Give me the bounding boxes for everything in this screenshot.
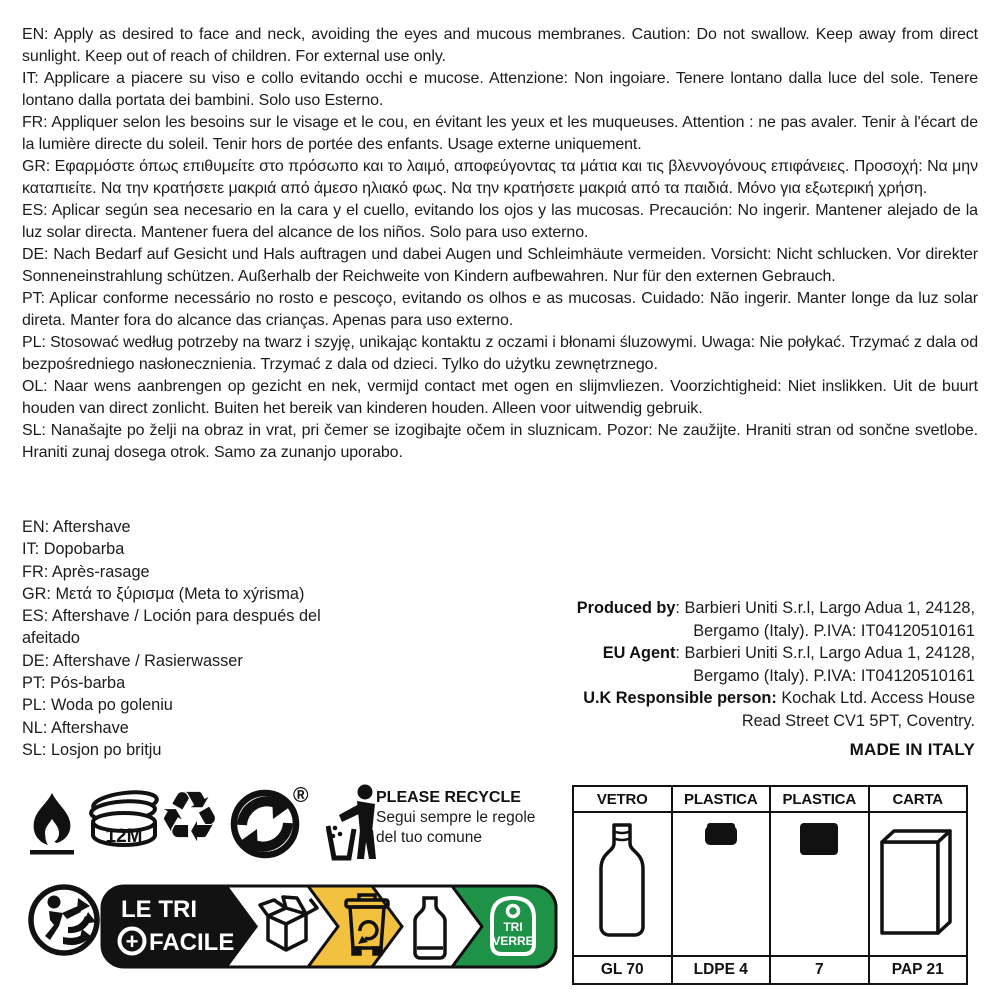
band-title-top: LE TRI: [121, 896, 197, 923]
band-title-bottom: FACILE: [149, 929, 235, 956]
plastic-cap-square-cell: [770, 812, 869, 956]
produced-by-line2: Bergamo (Italy). P.IVA: IT04120510161: [693, 621, 975, 640]
usage-pt: PT: Aplicar conforme necessário no rosto e pescoço, evitando os olhos e as mucosas. Cuidado: Não ingerir. Manter longe da luz solar direta. Manter fora do alcance das crianças. Apenas para uso externo.: [22, 290, 978, 329]
name-gr: GR: Μετά το ξύρισμα (Meta to xýrisma): [22, 584, 305, 603]
carton-box-cell: [869, 812, 968, 956]
material-header-carta: CARTA: [869, 786, 968, 812]
recycle-mobius-icon: ♻: [158, 776, 221, 858]
uk-responsible-line: U.K Responsible person: Kochak Ltd. Access House: [583, 689, 975, 708]
tidy-man-icon: [326, 784, 382, 862]
eu-agent-line: EU Agent: Barbieri Uniti S.r.l, Largo Adua 1, 24128,: [602, 644, 975, 663]
period-after-opening-icon: [84, 788, 164, 856]
usage-gr: GR: Εφαρμόστε όπως επιθυμείτε στο πρόσωπο και το λαιμό, αποφεύγοντας τα μάτια και τις βλεννογόνους επιφάνειες. Προσοχή: Να μην καταπιείτε. Να την κρατήσετε μακριά από άμεσο ηλιακό φως. Να την κρατήσετε μακριά από τα παιδιά. Μόνο για εξωτερική χρήση.: [22, 158, 978, 197]
tri-verre-top: TRI: [503, 920, 523, 934]
name-es: ES: Aftershave / Loción para después del afeitado: [22, 607, 321, 648]
usage-sl: SL: Nanašajte po želji na obraz in vrat, pri čemer se izogibajte očem in sluznicam. Pozor: Ne zaužijte. Hraniti stran od sončne svetlobe. Hraniti zunaj dosega otrok. Samo za zunanjo uporabo.: [22, 422, 978, 461]
glass-bottle-cell: [573, 812, 672, 956]
please-recycle-line1: Segui sempre le regole: [376, 809, 536, 826]
materials-code-row: [573, 956, 967, 984]
sorting-band: [100, 884, 558, 969]
material-code-ldpe4: LDPE 4: [672, 956, 771, 984]
name-fr: FR: Après-rasage: [22, 562, 150, 581]
name-it: IT: Dopobarba: [22, 540, 125, 559]
made-in-italy-text: MADE IN ITALY: [849, 740, 975, 759]
usage-pl: PL: Stosować według potrzeby na twarz i szyję, unikając kontaktu z oczami i błonami śluzowymi. Uwaga: Nie połykać. Trzymać z dala od bezpośredniego nasłonecznienia. Trzymać z dala od dzieci. Tylko do użytku zewnętrznego.: [22, 334, 978, 373]
flammable-icon: [26, 791, 78, 859]
material-code-gl70: GL 70: [573, 956, 672, 984]
carton-box-icon: [878, 825, 958, 939]
eu-agent-line2: Bergamo (Italy). P.IVA: IT04120510161: [693, 666, 975, 685]
product-name-translations: [22, 516, 367, 761]
name-sl: SL: Losjon po britju: [22, 740, 162, 759]
name-nl: NL: Aftershave: [22, 718, 129, 737]
plastic-cap-icon: [704, 823, 738, 847]
material-header-vetro: VETRO: [573, 786, 672, 812]
materials-icon-row: [573, 812, 967, 956]
materials-header-row: [573, 786, 967, 812]
registered-trademark-symbol: ®: [293, 784, 309, 807]
usage-fr: FR: Appliquer selon les besoins sur le visage et le cou, en évitant les yeux et les muqueuses. Attention : ne pas avaler. Tenir à l'écart de la lumière directe du soleil. Tenir hors de portée des enfants. Usage externe uniquement.: [22, 114, 978, 153]
producer-info: [515, 597, 975, 733]
usage-de: DE: Nach Bedarf auf Gesicht und Hals auftragen und dabei Augen und Schleimhäute vermeiden. Vorsicht: Nicht schlucken. Vor direkter Sonneneinstrahlung schützen. Außerhalb der Reichweite von Kindern aufbewahren. Nur für den externen Gebrauch.: [22, 246, 978, 285]
band-plus: +: [125, 929, 139, 954]
glass-bottle-icon: [591, 821, 653, 943]
usage-it: IT: Applicare a piacere su viso e collo evitando occhi e mucose. Attenzione: Non ingoiare. Tenere lontano dalla luce del sole. Tenere lontano dalla portata dei bambini. Solo uso Esterno.: [22, 70, 978, 109]
name-pl: PL: Woda po goleniu: [22, 696, 173, 715]
usage-nl: OL: Naar wens aanbrengen op gezicht en nek, vermijd contact met ogen en slijmvliezen. Voorzichtigheid: Niet inslikken. Uit de buurt houden van direct zonlicht. Buiten het bereik van kinderen houden. Alleen voor uitwendig gebruik.: [22, 378, 978, 417]
usage-en: EN: Apply as desired to face and neck, avoiding the eyes and mucous membranes. Caution: Do not swallow. Keep away from direct sunlight. Keep out of reach of children. For external use only.: [22, 26, 978, 65]
material-header-plastica1: PLASTICA: [672, 786, 771, 812]
green-dot-icon: [230, 789, 300, 859]
plastic-cap-cell: [672, 812, 771, 956]
produced-by-line: Produced by: Barbieri Uniti S.r.l, Largo Adua 1, 24128,: [576, 599, 975, 617]
please-recycle-note: [376, 788, 535, 848]
plastic-cap-square-icon: [800, 823, 838, 855]
name-en: EN: Aftershave: [22, 518, 131, 536]
name-pt: PT: Pós-barba: [22, 674, 126, 693]
please-recycle-title: PLEASE RECYCLE: [376, 789, 521, 806]
tri-verre-bottom: VERRE: [492, 934, 534, 948]
materials-table: [572, 785, 968, 985]
triman-icon: [26, 882, 102, 958]
usage-instructions: [22, 24, 978, 464]
usage-es: ES: Aplicar según sea necesario en la cara y el cuello, evitando los ojos y las mucosas. Precaución: No ingerir. Mantener alejado de la luz solar directa. Mantener fuera del alcance de los niños. Solo para uso externo.: [22, 202, 978, 241]
name-de: DE: Aftershave / Rasierwasser: [22, 651, 243, 670]
material-code-pap21: PAP 21: [869, 956, 968, 984]
pao-months-label: 12M: [105, 826, 143, 847]
material-header-plastica2: PLASTICA: [770, 786, 869, 812]
uk-responsible-line2: Read Street CV1 5PT, Coventry.: [741, 711, 975, 730]
material-code-7: 7: [770, 956, 869, 984]
please-recycle-line2: del tuo comune: [376, 829, 482, 846]
